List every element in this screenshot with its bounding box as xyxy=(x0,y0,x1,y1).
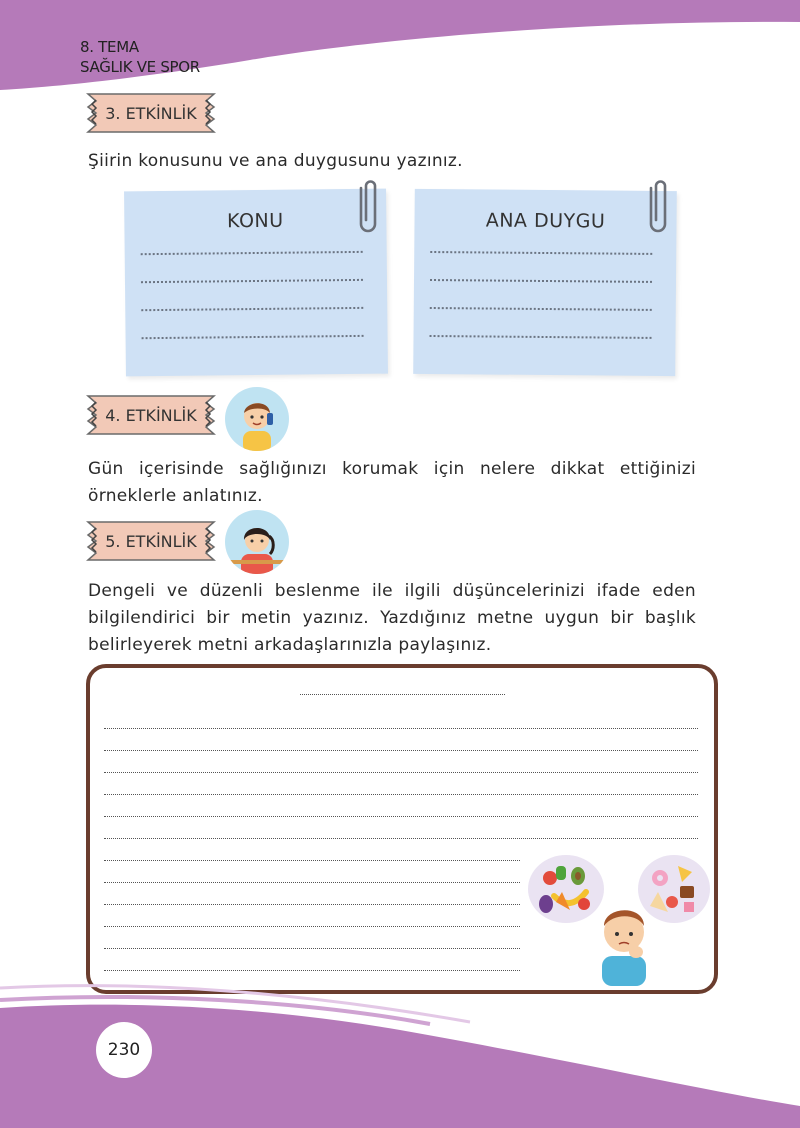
activity-3-instruction: Şiirin konusunu ve ana duygusunu yazınız. xyxy=(88,151,463,171)
writing-line[interactable] xyxy=(104,750,698,751)
writing-line xyxy=(141,251,363,255)
writing-line[interactable] xyxy=(104,860,520,861)
boy-phone-avatar xyxy=(225,387,289,451)
boy-phone-icon xyxy=(225,387,289,451)
writing-line xyxy=(141,307,363,311)
writing-line[interactable] xyxy=(104,948,520,949)
writing-line[interactable] xyxy=(104,794,698,795)
writing-line xyxy=(430,279,652,283)
activity-4-banner xyxy=(82,394,220,436)
note-konu xyxy=(124,189,388,377)
writing-line xyxy=(142,335,364,339)
activity-3-label: 3. ETKİNLİK xyxy=(105,103,197,123)
activity-5-label: 5. ETKİNLİK xyxy=(105,531,197,551)
writing-area[interactable] xyxy=(86,664,718,994)
writing-line[interactable] xyxy=(104,926,520,927)
girl-writing-avatar xyxy=(225,510,289,574)
paperclip-icon xyxy=(352,180,382,236)
theme-title: SAĞLIK VE SPOR xyxy=(80,58,200,76)
note-ana-duygu xyxy=(413,189,677,376)
paperclip-icon xyxy=(642,180,672,236)
writing-line xyxy=(430,251,652,255)
writing-line[interactable] xyxy=(104,904,520,905)
note-konu-title: KONU xyxy=(226,209,284,233)
writing-line[interactable] xyxy=(104,838,698,839)
activity-5-banner xyxy=(82,520,220,562)
writing-line[interactable] xyxy=(104,728,698,729)
writing-line[interactable] xyxy=(104,816,698,817)
activity-4-label: 4. ETKİNLİK xyxy=(105,405,197,425)
writing-line xyxy=(430,307,652,311)
writing-line xyxy=(430,335,652,339)
page-number: 230 xyxy=(96,1022,152,1078)
theme-number: 8. TEMA xyxy=(80,38,139,56)
writing-line[interactable] xyxy=(104,772,698,773)
activity-3-banner xyxy=(82,92,220,134)
writing-line xyxy=(141,279,363,283)
title-line[interactable] xyxy=(300,694,505,695)
activity-5-instruction: Dengeli ve düzenli beslenme ile ilgili düşüncelerinizi ifade eden bilgilendirici bir metin yazınız. Yazdığınız metne uygun bir başlık belirleyerek metni arkadaşlarınızla paylaşınız. xyxy=(88,581,696,655)
thinking-boy-icon xyxy=(592,894,656,986)
activity-4-instruction: Gün içerisinde sağlığınızı korumak için nelere dikkat ettiğinizi örneklerle anlatınız. xyxy=(88,459,696,506)
writing-line[interactable] xyxy=(104,970,520,971)
girl-writing-icon xyxy=(225,510,289,574)
note-ana-duygu-title: ANA DUYGU xyxy=(485,209,606,233)
writing-line[interactable] xyxy=(104,882,520,883)
